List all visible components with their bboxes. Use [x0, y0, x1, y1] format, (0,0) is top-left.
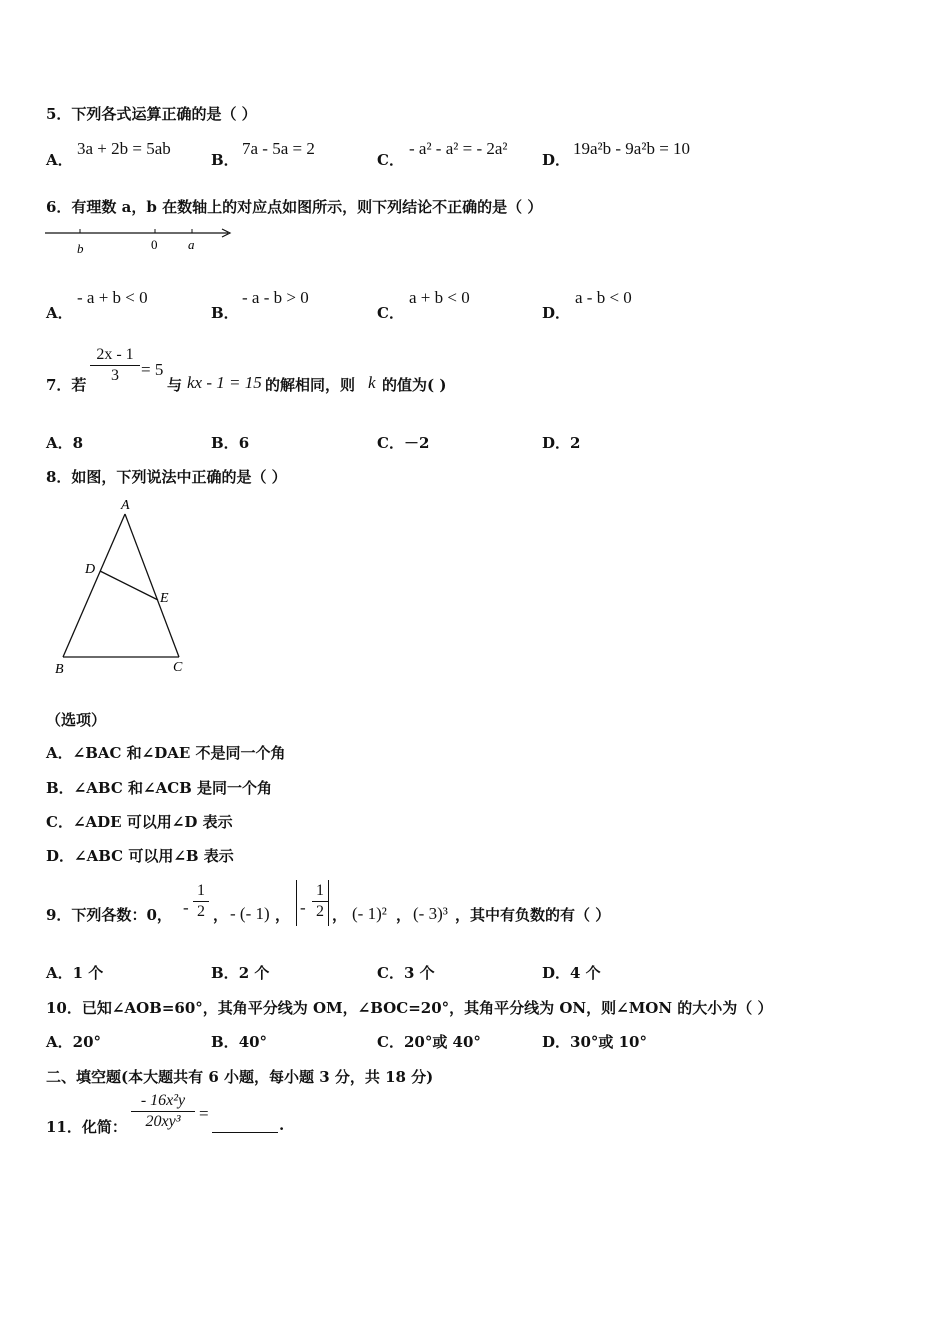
q9-term-cube: (- 3)³ [413, 904, 448, 923]
q9-sep-2: ， [275, 906, 291, 924]
section-fill-in-heading: 二、填空题(本大题共有 6 小题，每小题 3 分，共 18 分) [46, 1068, 434, 1086]
vertex-label-d: D [85, 562, 96, 577]
q6-stem: 6．有理数 a，b 在数轴上的对应点如图所示，则下列结论不正确的是（ ） [46, 198, 543, 216]
vertex-label-c: C [173, 660, 183, 675]
q8-stem: 8．如图，下列说法中正确的是（ ） [46, 468, 287, 486]
q6-option-a-expr: - a + b < 0 [77, 288, 148, 307]
q9-neg-neg-one: - (- 1) [230, 904, 270, 923]
q9-abs-right-bar [328, 880, 329, 926]
q11-equals: = [199, 1104, 209, 1123]
q5-option-c-expr: - a² - a² = - 2a² [409, 139, 508, 158]
axis-label-zero: 0 [151, 237, 158, 252]
q7-option-b: B．6 [211, 434, 250, 452]
number-line-figure [42, 222, 237, 258]
q11-label: 11．化简： [46, 1118, 127, 1136]
vertex-label-b: B [55, 662, 64, 677]
q7-equals: = 5 [141, 360, 164, 379]
q9-sep-1: ， [213, 906, 229, 924]
q9-neg-half-sign: - [183, 898, 189, 917]
q9-option-d: D．4 个 [542, 964, 601, 982]
q9-sep-4: ， [396, 906, 412, 924]
q8-option-c: C．∠ADE 可以用∠D 表示 [46, 813, 233, 831]
q8-option-b: B．∠ABC 和∠ACB 是同一个角 [46, 779, 273, 797]
q9-half-fraction [193, 882, 209, 921]
q9-option-b: B．2 个 [211, 964, 270, 982]
q6-option-d-expr: a - b < 0 [575, 288, 632, 307]
q11-fraction [131, 1092, 195, 1131]
q10-stem: 10．已知∠AOB=60°，其角平分线为 OM，∠BOC=20°，其角平分线为 ON，则∠MON 的大小为（ ） [46, 999, 773, 1017]
q5-option-d-expr: 19a²b - 9a²b = 10 [573, 139, 691, 158]
q9-sep-3: ， [332, 906, 348, 924]
q9-half-numerator: 1 [197, 882, 205, 899]
q7-option-a: A．8 [46, 434, 84, 452]
q7-fraction-numerator: 2x - 1 [96, 346, 134, 363]
q8-option-a: A．∠BAC 和∠DAE 不是同一个角 [46, 744, 286, 762]
q10-option-d: D．30°或 10° [542, 1033, 647, 1051]
axis-label-a: a [188, 237, 195, 252]
q11-denominator: 20xy³ [145, 1113, 181, 1130]
q9-tail: ，其中有负数的有（ ） [455, 906, 611, 924]
q9-abs-denominator: 2 [316, 903, 324, 920]
q9-option-a: A．1 个 [46, 964, 104, 982]
q5-option-b-letter: B． [211, 151, 239, 169]
q10-option-b: B．40° [211, 1033, 268, 1051]
q9-abs-neg-sign: - [300, 898, 306, 917]
q11-numerator: - 16x²y [140, 1092, 186, 1109]
q6-option-b-expr: - a - b > 0 [242, 288, 309, 307]
q7-option-d: D．2 [542, 434, 581, 452]
q7-variable-k: k [368, 373, 376, 392]
q7-connector: 与 [167, 376, 183, 394]
q6-option-d-letter: D． [542, 304, 571, 322]
q6-option-a-letter: A． [46, 304, 73, 322]
q7-fraction [90, 346, 140, 385]
q9-term-square: (- 1)² [352, 904, 387, 923]
q10-option-a: A．20° [46, 1033, 102, 1051]
q7-number: 7．若 [46, 376, 87, 394]
q5-option-b-expr: 7a - 5a = 2 [242, 139, 315, 158]
q9-option-c: C．3 个 [377, 964, 435, 982]
axis-label-b: b [77, 241, 84, 256]
q8-options-heading: （选项） [46, 711, 107, 729]
q5-option-a-letter: A． [46, 151, 73, 169]
vertex-label-a: A [121, 498, 130, 513]
q5-stem: 5．下列各式运算正确的是（ ） [46, 105, 257, 123]
q7-option-c: C．－2 [377, 434, 430, 452]
triangle-figure [50, 494, 195, 679]
q9-abs-fraction [312, 882, 328, 921]
q8-option-d: D．∠ABC 可以用∠B 表示 [46, 847, 234, 865]
q5-option-c-letter: C． [377, 151, 404, 169]
q11-period: . [279, 1116, 285, 1134]
q11-answer-blank[interactable] [212, 1116, 278, 1133]
q7-second-equation: kx - 1 = 15 [187, 373, 262, 392]
vertex-label-e: E [160, 591, 169, 606]
q6-option-c-letter: C． [377, 304, 404, 322]
q5-option-d-letter: D． [542, 151, 571, 169]
q9-half-denominator: 2 [197, 903, 205, 920]
q7-tail-1: 的解相同，则 [265, 376, 356, 394]
q9-abs-left-bar [296, 880, 297, 926]
q6-option-c-expr: a + b < 0 [409, 288, 470, 307]
q9-stem-start: 9．下列各数：0， [46, 906, 172, 924]
q7-fraction-denominator: 3 [111, 367, 119, 384]
q9-abs-numerator: 1 [316, 882, 324, 899]
q6-option-b-letter: B． [211, 304, 239, 322]
q5-option-a-expr: 3a + 2b = 5ab [77, 139, 171, 158]
q10-option-c: C．20°或 40° [377, 1033, 481, 1051]
q7-tail-2: 的值为( ) [382, 376, 447, 394]
